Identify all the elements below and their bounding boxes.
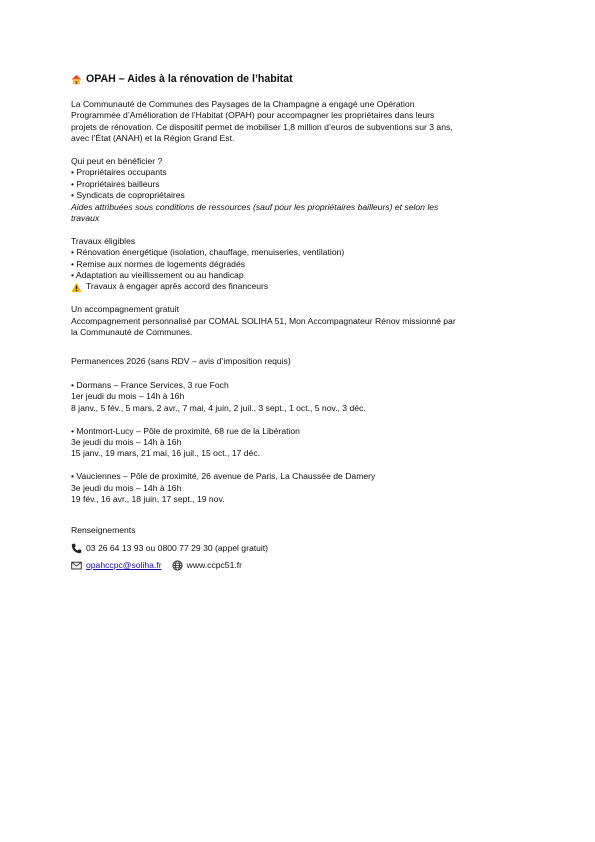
website-text[interactable]: www.ccpc51.fr xyxy=(186,560,243,571)
location-place: • Dormans – France Services, 3 rue Foch xyxy=(71,379,229,390)
section-heading: Travaux éligibles xyxy=(71,235,136,246)
section-heading: Qui peut en bénéficier ? xyxy=(71,156,163,167)
support-line: la Communauté de Communes. xyxy=(71,327,193,338)
intro-line: projets de rénovation. Ce dispositif permet de mobiliser 1,8 million d’euros de subventions sur 3 ans, xyxy=(71,121,453,132)
intro-paragraph xyxy=(71,99,526,145)
contact-section xyxy=(71,525,526,571)
spacer xyxy=(71,414,526,425)
phone-row xyxy=(71,543,526,554)
works-section xyxy=(71,236,526,293)
section-heading: Renseignements xyxy=(71,525,136,536)
permanences-section xyxy=(71,356,526,505)
house-icon xyxy=(71,74,82,85)
warning-row xyxy=(71,281,526,292)
list-item: • Adaptation au vieillissement ou au handicap xyxy=(71,270,244,281)
spacer xyxy=(71,368,526,380)
section-heading: Un accompagnement gratuit xyxy=(71,304,179,315)
spacer xyxy=(71,145,526,156)
location-block xyxy=(71,426,526,460)
list-item: • Remise aux normes de logements dégradés xyxy=(71,258,246,269)
list-item: • Propriétaires occupants xyxy=(71,167,167,178)
spacer xyxy=(71,293,526,304)
section-heading: Permanences 2026 (sans RDV – avis d’imposition requis) xyxy=(71,356,291,367)
document-title: OPAH – Aides à la rénovation de l’habitat xyxy=(86,73,293,85)
spacer xyxy=(71,505,526,525)
location-block xyxy=(71,471,526,505)
intro-line: avec l’État (ANAH) et la Région Grand Est. xyxy=(71,133,235,144)
spacer xyxy=(71,460,526,471)
envelope-icon xyxy=(71,560,82,571)
list-item: • Syndicats de copropriétaires xyxy=(71,190,185,201)
location-place: • Vauciennes – Pôle de proximité, 26 avenue de Paris, La Chaussée de Damery xyxy=(71,471,376,482)
beneficiaries-section xyxy=(71,156,526,224)
document-content xyxy=(71,72,526,572)
warning-icon xyxy=(71,282,82,293)
phone-numbers: 03 26 64 13 93 ou 0800 77 29 30 (appel gratuit) xyxy=(86,542,269,553)
location-block xyxy=(71,380,526,414)
phone-icon xyxy=(71,543,82,554)
location-dates: 8 janv., 5 fév., 5 mars, 2 avr., 7 mai, 4 juin, 2 juil., 3 sept., 1 oct., 5 nov., 3 déc. xyxy=(71,402,366,413)
location-schedule: 3e jeudi du mois – 14h à 16h xyxy=(71,436,182,447)
location-place: • Montmort-Lucy – Pôle de proximité, 68 rue de la Libération xyxy=(71,425,300,436)
warning-text: Travaux à engager après accord des financeurs xyxy=(86,281,269,292)
conditions-note: travaux xyxy=(71,213,100,224)
intro-line: La Communauté de Communes des Paysages de la Champagne a engagé une Opération xyxy=(71,99,415,109)
email-web-row xyxy=(71,560,526,571)
spacer xyxy=(71,338,526,356)
conditions-note: Aides attribuées sous conditions de ressources (sauf pour les propriétaires bailleurs) et selon les xyxy=(71,201,439,212)
spacer xyxy=(71,224,526,235)
support-section xyxy=(71,304,526,338)
support-line: Accompagnement personnalisé par COMAL SOLIHA 51, Mon Accompagnateur Rénov missionné par xyxy=(71,315,456,326)
spacer xyxy=(71,86,526,99)
location-schedule: 1er jeudi du mois – 14h à 16h xyxy=(71,391,185,402)
list-item: • Rénovation énergétique (isolation, chauffage, menuiseries, ventilation) xyxy=(71,247,345,258)
location-dates: 15 janv., 19 mars, 21 mai, 16 juil., 15 oct., 17 déc. xyxy=(71,448,261,459)
globe-icon xyxy=(172,560,183,571)
intro-line: Programmée d’Amélioration de l’Habitat (OPAH) pour accompagner les propriétaires dans leurs xyxy=(71,110,435,121)
email-link[interactable]: opahccpc@soliha.fr xyxy=(86,560,162,571)
location-schedule: 3e jeudi du mois – 14h à 16h xyxy=(71,482,182,493)
document-title-row xyxy=(71,72,526,86)
location-dates: 19 fév., 16 avr., 18 juin, 17 sept., 19 nov. xyxy=(71,493,225,504)
list-item: • Propriétaires bailleurs xyxy=(71,178,160,189)
